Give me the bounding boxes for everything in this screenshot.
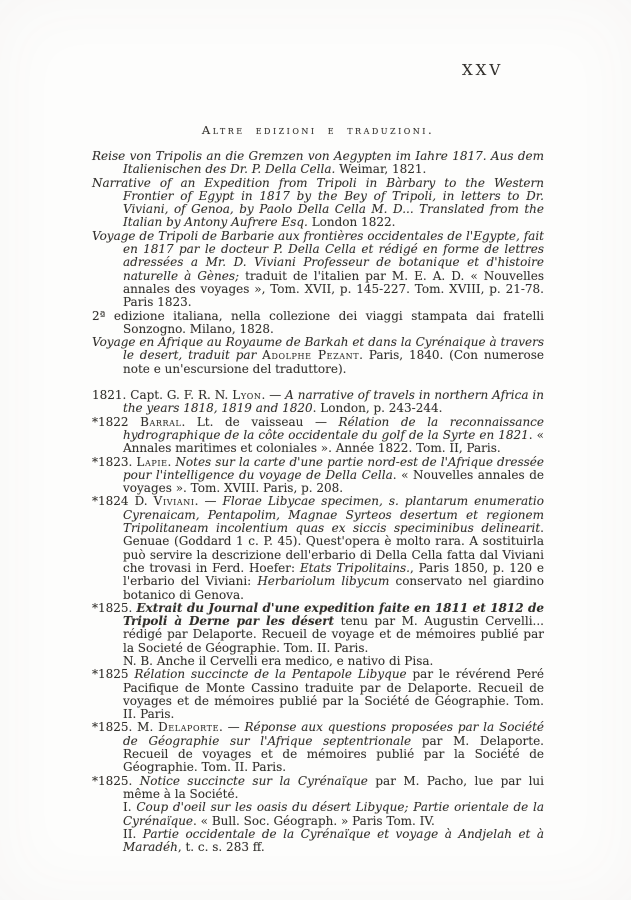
text-block (92, 150, 544, 854)
entry-text-segment: . Lt. de vaisseau — (181, 414, 339, 429)
entry-text-segment: , Paris 1850, p. 120 e l'erbario del Viviani: (123, 560, 544, 589)
entry-text-segment: Narrative of an Expedition from Tripoli in Bàrbary to the Western Frontier of Egypt in 1817 by the Bey of Tripoli, in letters to Dr. Viviani, of Genoa, by Paolo Della Cella M. D... Translated from the Italian by Antony Aufrere Esq. (92, 175, 544, 230)
entry-text-segment: *1825. (92, 773, 140, 788)
section-heading: Altre edizioni e traduzioni. (201, 123, 435, 137)
bibliography-entry (92, 828, 544, 855)
entry-text-segment: Barral (140, 414, 182, 429)
entry-text-segment: . London, p. 243-244. (312, 401, 443, 416)
entry-text-segment: tenu par M. Augustin Cervelli... rédigé par Delaporte. Recueil de voyage et de mémoires publié par la Societé de Géographie. Tom. II. Paris. (123, 614, 544, 655)
entry-text-segment: , t. c. s. 283 ff. (177, 840, 265, 855)
entry-text-segment: Lapie (136, 454, 168, 469)
entry-text-segment: I. (123, 800, 137, 815)
edition-entry (92, 150, 544, 177)
bibliography-entry (92, 416, 544, 456)
entry-text-segment: Partie occidentale de la Cyrénaïque et voyage à Andjelah et à Maradéh (123, 826, 544, 855)
entry-text-segment: . Genuae (Goddard 1 c. P. 45). Quest'opera è molto rara. A sostituirla può servire la descrizione dell'erbario di Della Cella fatta dal Viviani che trovasi in Ferd. Hoefer: (123, 521, 544, 575)
entry-text-segment: Weimar, 1821. (339, 162, 427, 177)
entry-text-segment: par le révérend Peré Pacifique de Monte Cassino traduite par de Delaporte. Recueil de voyages et de mémoires publié par la Société de Géographie. Tom. II. Paris. (123, 667, 544, 722)
bibliography-entry (92, 495, 544, 601)
bibliography-list (92, 389, 544, 854)
entry-text-segment: 2ª edizione italiana, nella collezione dei viaggi stampata dai fratelli Sonzogno. Milano, 1828. (92, 308, 544, 336)
entry-text-segment: *1825. (92, 600, 137, 615)
entry-text-segment: Rélation de la reconnaissance hydrographique de la côte occidentale du golf de la Syrte en 1821 (123, 414, 545, 442)
entry-text-segment: II. (123, 826, 143, 841)
entry-text-segment: Voyage en Afrique au Royaume de Barkah et dans la Cyrénaique à travers le desert, traduit par (92, 335, 544, 363)
edition-entry (92, 310, 544, 337)
bibliography-entry (92, 801, 544, 828)
entry-text-segment: Notes sur la carte d'une partie nord-est de l'Afrique dressée pour l'intelligence du voyage de Della Cella (123, 454, 544, 482)
entry-text-segment: *1825. M. (92, 720, 159, 735)
entry-text-segment: London 1822. (311, 215, 396, 230)
entry-text-segment: Coup d'oeil sur les oasis du désert Libyque; Partie orientale de la Cyrénaïque (123, 800, 544, 828)
edition-entry (92, 230, 544, 310)
entry-text-segment: *1824 D. (92, 494, 154, 509)
entry-text-segment: . — (194, 494, 223, 509)
entry-text-segment: *1823. (92, 454, 137, 469)
entry-text-segment: Voyage de Tripoli de Barbarie aux frontières occidentales de l'Egypte, fait en 1817 par le docteur P. Della Cella et rédigé en forme de lettres adressées a Mr. D. Viviani Professeur de botanique et d'histoire naturelle à Gènes; (92, 228, 544, 283)
entry-text-segment: Rélation succincte de la Pentapole Libyque (134, 667, 407, 682)
editions-list (92, 150, 544, 376)
entry-text-segment: Delaporte (158, 720, 220, 735)
page-number: XXV (462, 61, 504, 79)
entry-text-segment: Réponse aux questions proposées par la Société de Géographie sur l'Afrique septentrionale (123, 720, 545, 748)
entry-text-segment: Etats Tripolitains. (299, 560, 410, 575)
bibliography-entry (92, 602, 544, 655)
entry-text-segment: N. B. Anche il Cervelli era medico, e nativo di Pisa. (123, 653, 434, 668)
entry-text-segment: *1822 (92, 414, 141, 429)
bibliography-entry (92, 721, 544, 774)
entry-text-segment: Herbariolum libycum (257, 574, 390, 589)
entry-text-segment: A narrative of travels in northern Africa in the years 1818, 1819 and 1820 (123, 388, 544, 416)
entry-text-segment: Florae Libycae specimen, s. plantarum enumeratio Cyrenaicam, Pentapolim, Magnae Syrteos desertum et regionem Tripolitaneam incolentium quas ex siccis speciminibus delinearit (123, 494, 544, 536)
edition-entry (92, 177, 544, 230)
entry-text-segment: . « Bull. Soc. Géograph. » Paris Tom. IV. (193, 813, 435, 828)
bibliography-entry (92, 775, 544, 802)
entry-text-segment: Adolphe Pezant (262, 348, 360, 363)
bibliography-entry (92, 389, 544, 416)
entry-text-segment: 1821. Capt. G. F. R. N. (92, 388, 233, 403)
entry-text-segment: . « Annales maritimes et coloniales ». Année 1822. Tom. II, Paris. (123, 427, 544, 456)
entry-text-segment: Reise von Tripolis an die Gremzen von Aegypten im Iahre 1817. Aus dem Italienischen des Dr. P. Della Cella. (92, 149, 544, 177)
entry-text-segment: Lyon (232, 388, 262, 403)
edition-entry (92, 336, 544, 376)
entry-text-segment: . « Nouvelles annales de voyages ». Tom. XVIII. Paris, p. 208. (123, 467, 544, 496)
entry-text-segment: . — (219, 720, 245, 735)
entry-text-segment: . (167, 454, 176, 469)
bibliography-entry (92, 668, 544, 721)
entry-text-segment: par M. Delaporte. Recueil de voyages et de mémoires publié par la Société de Géographie. Tom. II. Paris. (123, 733, 544, 775)
entry-text-segment: . — (261, 388, 286, 403)
entry-text-segment: par M. Pacho, lue par lui même à la Société. (123, 773, 545, 801)
entry-text-segment: . Paris, 1840. (Con numerose note e un'escursione del traduttore). (123, 348, 545, 376)
bibliography-entry (92, 456, 544, 496)
entry-text-segment: Viviani (153, 494, 195, 509)
entry-text-segment: conservato nel giardino botanico di Genova. (123, 574, 544, 602)
entry-text-segment: *1825 (92, 667, 135, 682)
entry-text-segment: traduit de l'italien par M. E. A. D. « Nouvelles annales des voyages », Tom. XVII, p. 145-227. Tom. XVIII, p. 21-78. Paris 1823. (123, 268, 545, 310)
entry-text-segment: Extrait du Journal d'une expedition faite en 1811 et 1812 de Tripoli à Derne par les désert (123, 600, 545, 629)
entry-text-segment: Notice succincte sur la Cyrénaïque (139, 773, 368, 788)
